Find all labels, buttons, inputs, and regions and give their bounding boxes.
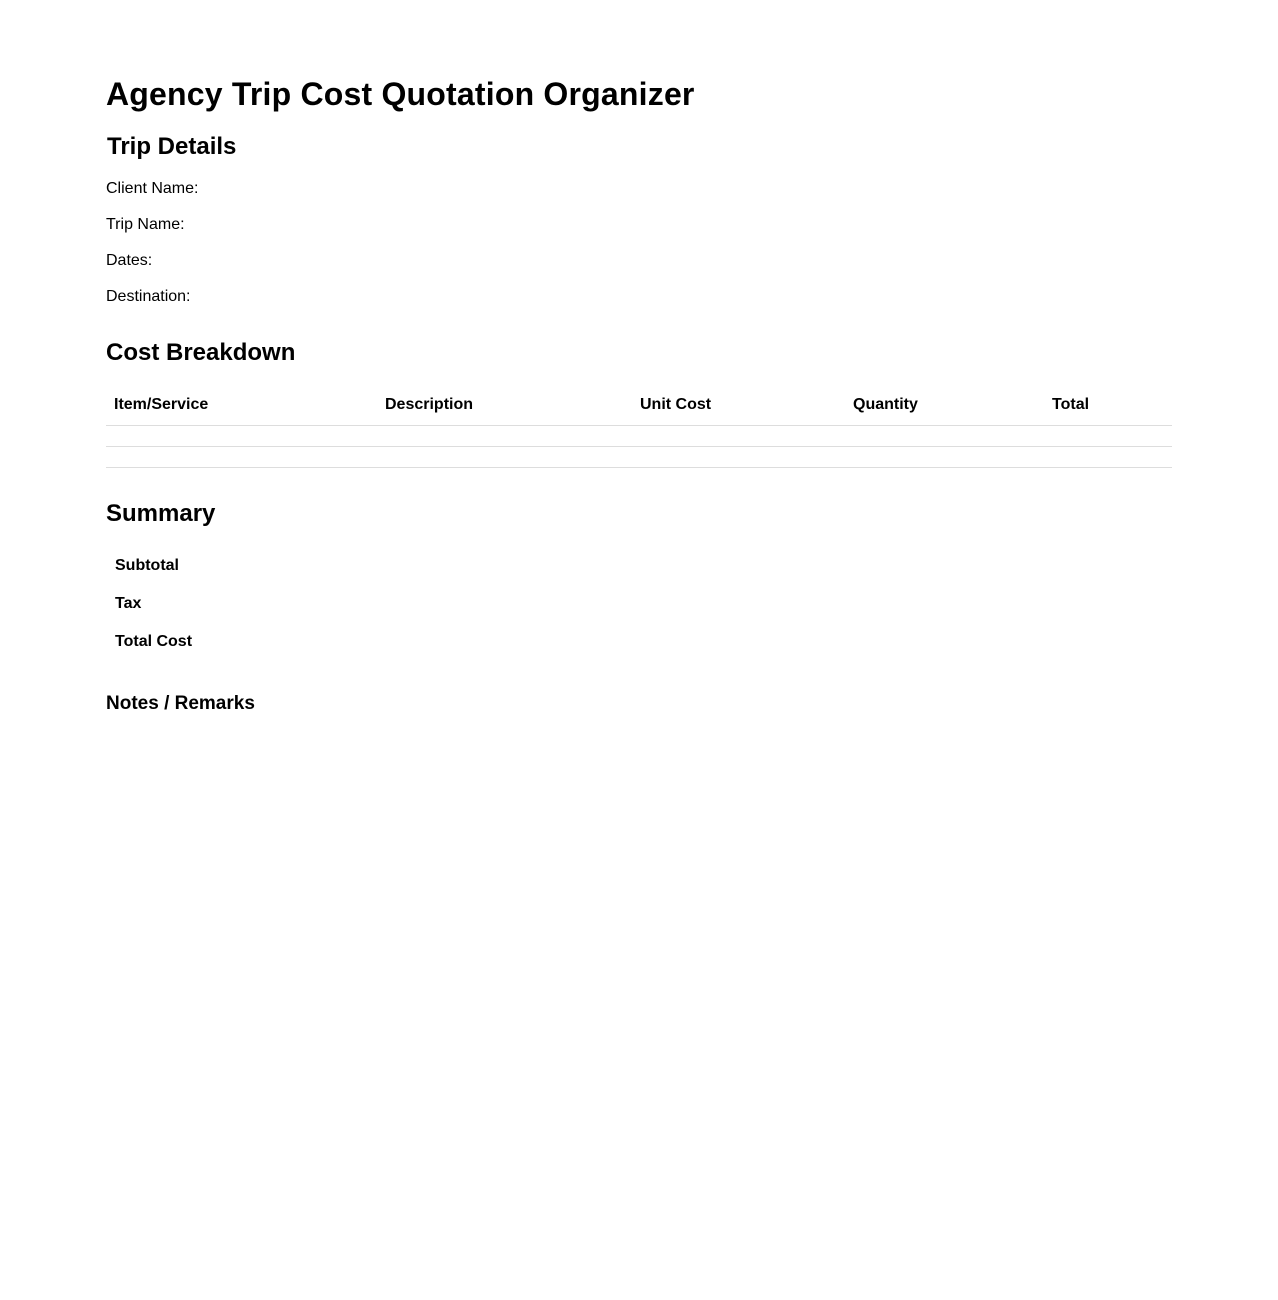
total-cost-label: Total Cost bbox=[115, 633, 193, 650]
cost-breakdown-heading: Cost Breakdown bbox=[106, 339, 296, 366]
subtotal-label: Subtotal bbox=[115, 557, 179, 574]
column-header-total: Total bbox=[1052, 396, 1090, 413]
table-row bbox=[106, 426, 1172, 447]
dates-label: Dates: bbox=[106, 252, 153, 269]
column-header-unit-cost: Unit Cost bbox=[640, 396, 712, 413]
table-row bbox=[106, 447, 1172, 468]
trip-name-label: Trip Name: bbox=[106, 216, 185, 233]
client-name-label: Client Name: bbox=[106, 180, 199, 197]
summary-heading: Summary bbox=[106, 500, 216, 527]
column-header-quantity: Quantity bbox=[853, 396, 918, 413]
page-title: Agency Trip Cost Quotation Organizer bbox=[106, 76, 695, 112]
cost-breakdown-table bbox=[106, 385, 1172, 468]
destination-label: Destination: bbox=[106, 288, 191, 305]
column-header-item-service: Item/Service bbox=[114, 396, 209, 413]
trip-details-heading: Trip Details bbox=[107, 133, 237, 160]
table-header-row bbox=[106, 385, 1172, 426]
column-header-description: Description bbox=[385, 396, 474, 413]
notes-remarks-heading: Notes / Remarks bbox=[106, 693, 255, 714]
tax-label: Tax bbox=[115, 595, 142, 612]
